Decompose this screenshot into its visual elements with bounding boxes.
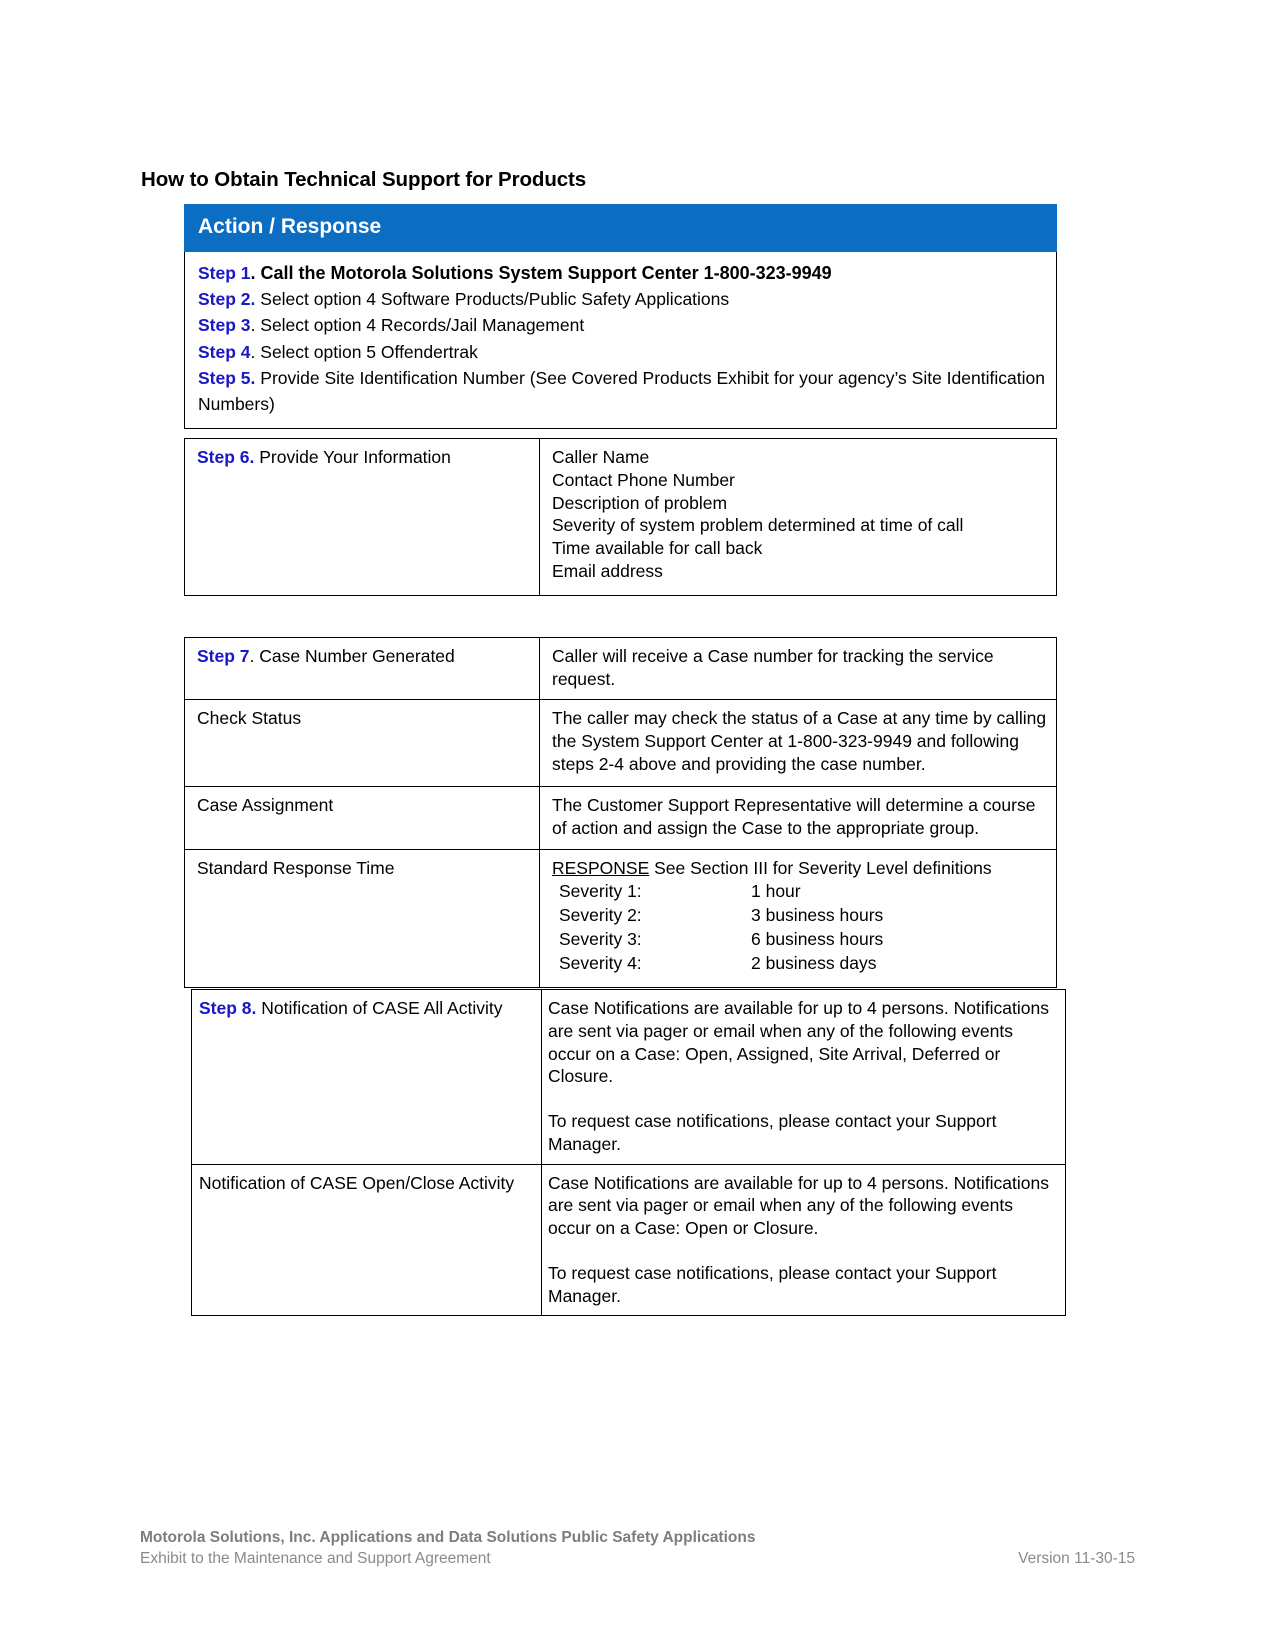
step-line-1 (198, 260, 1046, 287)
step-text-5: Provide Site Identification Number (See Covered Products Exhibit for your agency’s Site Identification Numbers) (198, 368, 1045, 414)
response-heading-line (552, 857, 1048, 880)
footer-bottom-row (140, 1549, 1135, 1570)
step-text-4: Select option 5 Offendertrak (255, 341, 478, 362)
step-label-3: Step 3 (198, 315, 251, 336)
steps-cell (185, 251, 1057, 429)
paragraph-spacer (548, 1240, 1057, 1262)
response-note: See Section III for Severity Level definitions (649, 858, 992, 879)
step6-label-text: Provide Your Information (254, 447, 451, 467)
table-row (185, 850, 1057, 987)
step8-label: Step 8. (199, 998, 257, 1018)
case-assignment-label-cell: Case Assignment (185, 786, 540, 850)
step-label-4: Step 4 (198, 341, 251, 362)
standard-response-time-label-cell: Standard Response Time (185, 850, 540, 987)
severity-time: 1 hour (751, 881, 801, 902)
paragraph-spacer (548, 1088, 1057, 1110)
step6-item: Caller Name (552, 447, 650, 467)
step-line-4 (198, 340, 1046, 366)
step-line-3 (198, 313, 1046, 339)
step-sep-2: . (250, 288, 256, 309)
severity-name: Severity 4: (559, 953, 642, 974)
table-row (185, 205, 1057, 252)
step6-item: Time available for call back (552, 538, 763, 558)
severity-name: Severity 3: (559, 929, 642, 950)
footer-exhibit-line: Exhibit to the Maintenance and Support Agreement (140, 1549, 491, 1567)
open-close-value-cell (542, 1164, 1066, 1316)
table-row (185, 638, 1057, 700)
action-response-table (184, 204, 1057, 429)
severity-name: Severity 1: (559, 881, 642, 902)
step-text-2: Select option 4 Software Products/Public Safety Applications (255, 288, 730, 309)
step7-label: Step 7 (197, 646, 250, 666)
step-text-3: Select option 4 Records/Jail Management (255, 315, 585, 336)
table-row (185, 251, 1057, 429)
step-label-2: Step 2 (198, 288, 251, 309)
step7-table (184, 637, 1057, 988)
step8-table (191, 989, 1066, 1316)
step8-paragraph-2: To request case notifications, please contact your Support Manager. (548, 1111, 997, 1154)
footer-company-line: Motorola Solutions, Inc. Applications and Data Solutions Public Safety Applications (140, 1529, 756, 1546)
step7-label-text: . Case Number Generated (249, 646, 455, 666)
page-footer (140, 1528, 1135, 1570)
step6-table (184, 438, 1057, 596)
footer-version: Version 11-30-15 (1018, 1549, 1135, 1567)
action-response-header-cell (185, 205, 1057, 252)
table-row (192, 990, 1066, 1165)
step6-item: Description of problem (552, 492, 728, 513)
step-sep-3: . (250, 315, 256, 336)
step-line-5 (198, 366, 1046, 418)
severity-time: 2 business days (751, 953, 877, 974)
step8-paragraph-1: Case Notifications are available for up to 4 persons. Notifications are sent via pager or email when any of the following events occur on a Case: Open, Assigned, Site Arrival, Deferred or Closure. (548, 998, 1049, 1087)
step8-value-cell (542, 990, 1066, 1165)
step6-item: Contact Phone Number (552, 469, 735, 490)
check-status-label-cell: Check Status (185, 699, 540, 786)
step-sep-1: . (250, 262, 256, 283)
step-line-2 (198, 287, 1046, 313)
table-row (192, 1164, 1066, 1316)
step-label-1: Step 1 (198, 262, 251, 283)
open-close-paragraph-2: To request case notifications, please contact your Support Manager. (548, 1262, 997, 1306)
step-label-5: Step 5 (198, 368, 251, 389)
severity-row (552, 952, 883, 976)
step7-label-cell (185, 638, 540, 700)
step6-item: Severity of system problem determined at time of call (552, 515, 964, 536)
open-close-label-cell: Notification of CASE Open/Close Activity (192, 1164, 542, 1316)
step8-label-text: Notification of CASE All Activity (256, 998, 503, 1018)
table-row (185, 439, 1057, 596)
action-response-header-label: Action / Response (198, 215, 382, 238)
table-row (185, 699, 1057, 786)
severity-time: 6 business hours (751, 929, 884, 950)
step6-item: Email address (552, 560, 663, 581)
step6-label: Step 6. (197, 447, 255, 467)
check-status-value-cell: The caller may check the status of a Case at any time by calling the System Support Center at 1-800-323-9949 and following steps 2-4 above and providing the case number. (540, 699, 1057, 786)
step8-label-cell (192, 990, 542, 1165)
step-text-1: Call the Motorola Solutions System Support Center 1-800-323-9949 (255, 262, 832, 283)
severity-table (552, 880, 883, 976)
severity-row (552, 928, 883, 952)
standard-response-time-value-cell (540, 850, 1057, 987)
severity-row (552, 880, 883, 904)
step-sep-5: . (250, 368, 256, 389)
page-title: How to Obtain Technical Support for Products (141, 168, 587, 191)
table-row (185, 786, 1057, 850)
step7-value-cell: Caller will receive a Case number for tracking the service request. (540, 638, 1057, 700)
step6-info-cell (540, 439, 1057, 596)
case-assignment-value-cell: The Customer Support Representative will determine a course of action and assign the Case to the appropriate group. (540, 786, 1057, 850)
severity-name: Severity 2: (559, 905, 642, 926)
step6-label-cell (185, 439, 540, 596)
severity-row (552, 904, 883, 928)
step-sep-4: . (250, 341, 256, 362)
severity-time: 3 business hours (751, 905, 884, 926)
open-close-paragraph-1: Case Notifications are available for up to 4 persons. Notifications are sent via pager or email when any of the following events occur on a Case: Open or Closure. (548, 1172, 1049, 1238)
response-heading: RESPONSE (552, 858, 650, 879)
